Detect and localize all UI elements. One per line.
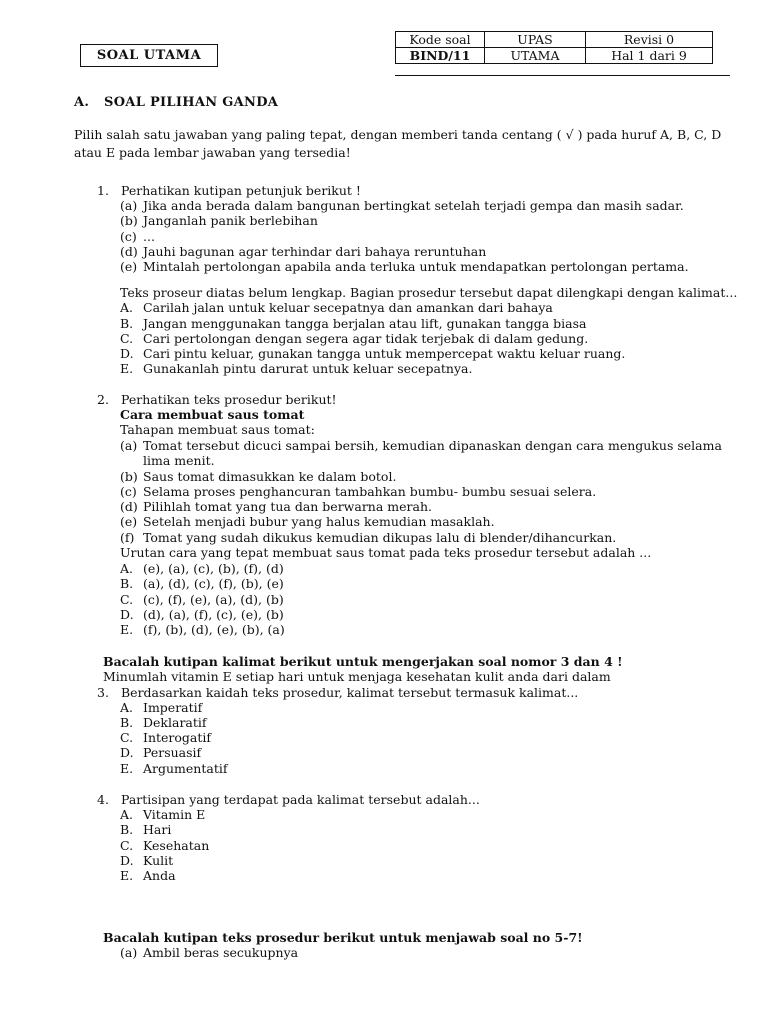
- list-item: (e) Mintalah pertolongan apabila anda terluka untuk mendapatkan pertolongan pertama.: [120, 259, 689, 274]
- question-text: Teks proseur diatas belum lengkap. Bagian prosedur tersebut dapat dilengkapi dengan kalimat...: [120, 285, 738, 300]
- question-prompt: [97, 685, 578, 700]
- list-item: (b) Saus tomat dimasukkan ke dalam botol.: [120, 469, 397, 484]
- list-item: (b) Janganlah panik berlebihan: [120, 213, 318, 228]
- procedure-title: Cara membuat saus tomat: [120, 407, 305, 422]
- question-number: 3.: [97, 685, 109, 700]
- question-number: 4.: [97, 792, 109, 807]
- header-cell: Revisi 0: [586, 32, 713, 48]
- quoted-sentence: Minumlah vitamin E setiap hari untuk menjaga kesehatan kulit anda dari dalam: [103, 669, 611, 684]
- answer-option: E. Gunakanlah pintu darurat untuk keluar secepatnya.: [120, 361, 473, 376]
- question-text: Partisipan yang terdapat pada kalimat tersebut adalah...: [121, 792, 480, 807]
- answer-option: D. Persuasif: [120, 745, 202, 760]
- question-prompt: [97, 183, 361, 198]
- header-cell: UTAMA: [485, 48, 586, 64]
- header-cell: UPAS: [485, 32, 586, 48]
- header-cell: BIND/11: [396, 48, 485, 64]
- header-cell: Hal 1 dari 9: [586, 48, 713, 64]
- header-divider: [395, 75, 730, 76]
- list-item: (c) Selama proses penghancuran tambahkan bumbu- bumbu sesuai selera.: [120, 484, 597, 499]
- list-item: (a) Ambil beras secukupnya: [120, 945, 299, 960]
- question-prompt: [97, 792, 480, 807]
- list-item: (e) Setelah menjadi bubur yang halus kemudian masaklah.: [120, 514, 495, 529]
- answer-option: B. (a), (d), (c), (f), (b), (e): [120, 576, 284, 591]
- question-text: Urutan cara yang tepat membuat saus tomat pada teks prosedur tersebut adalah ...: [120, 545, 652, 560]
- document-type-box: [80, 44, 218, 67]
- answer-option: A. Carilah jalan untuk keluar secepatnya dan amankan dari bahaya: [120, 300, 553, 315]
- answer-option: C. Interogatif: [120, 730, 212, 745]
- list-item-continuation: lima menit.: [143, 453, 215, 468]
- answer-option: C. Kesehatan: [120, 838, 210, 853]
- section-title: SOAL PILIHAN GANDA: [104, 95, 279, 110]
- header-table-row: [396, 32, 713, 48]
- list-item: (c) ...: [120, 229, 155, 244]
- document-type-label: SOAL UTAMA: [96, 48, 202, 63]
- answer-option: E. (f), (b), (d), (e), (b), (a): [120, 622, 285, 637]
- answer-option: C. (c), (f), (e), (a), (d), (b): [120, 592, 284, 607]
- header-cell: Kode soal: [396, 32, 485, 48]
- list-item: (a) Tomat tersebut dicuci sampai bersih, kemudian dipanaskan dengan cara mengukus selama: [120, 438, 722, 453]
- answer-option: E. Anda: [120, 868, 176, 883]
- list-item: (a) Jika anda berada dalam bangunan bertingkat setelah terjadi gempa dan masih sadar.: [120, 198, 684, 213]
- question-text: Perhatikan teks prosedur berikut!: [121, 392, 337, 407]
- header-table-row: [396, 48, 713, 64]
- answer-option: C. Cari pertolongan dengan segera agar tidak terjebak di dalam gedung.: [120, 331, 589, 346]
- header-info-table: [395, 31, 713, 64]
- question-text: Berdasarkan kaidah teks prosedur, kalimat tersebut termasuk kalimat...: [121, 685, 579, 700]
- answer-option: A. Imperatif: [120, 700, 203, 715]
- reading-instruction: Bacalah kutipan teks prosedur berikut untuk menjawab soal no 5-7!: [103, 930, 583, 945]
- answer-option: A. (e), (a), (c), (b), (f), (d): [120, 561, 284, 576]
- question-number: 1.: [97, 183, 109, 198]
- answer-option: E. Argumentatif: [120, 761, 228, 776]
- reading-instruction: Bacalah kutipan kalimat berikut untuk mengerjakan soal nomor 3 dan 4 !: [103, 654, 623, 669]
- question-text: Perhatikan kutipan petunjuk berikut !: [121, 183, 361, 198]
- answer-option: D. (d), (a), (f), (c), (e), (b): [120, 607, 284, 622]
- list-item: (d) Pilihlah tomat yang tua dan berwarna merah.: [120, 499, 432, 514]
- procedure-intro: Tahapan membuat saus tomat:: [120, 422, 315, 437]
- question-number: 2.: [97, 392, 109, 407]
- answer-option: B. Jangan menggunakan tangga berjalan atau lift, gunakan tangga biasa: [120, 316, 587, 331]
- instruction-text: Pilih salah satu jawaban yang paling tepat, dengan memberi tanda centang ( √ ) pada huruf A, B, C, D atau E pada lembar jawaban yang tersedia!: [74, 127, 722, 160]
- question-prompt: [97, 392, 337, 407]
- answer-option: B. Deklaratif: [120, 715, 207, 730]
- section-letter: A.: [74, 95, 90, 110]
- answer-option: D. Kulit: [120, 853, 174, 868]
- answer-option: D. Cari pintu keluar, gunakan tangga untuk mempercepat waktu keluar ruang.: [120, 346, 626, 361]
- list-item: (d) Jauhi bagunan agar terhindar dari bahaya reruntuhan: [120, 244, 487, 259]
- answer-option: B. Hari: [120, 822, 172, 837]
- answer-option: A. Vitamin E: [120, 807, 206, 822]
- section-heading: [74, 95, 278, 110]
- list-item: (f) Tomat yang sudah dikukus kemudian dikupas lalu di blender/dihancurkan.: [120, 530, 617, 545]
